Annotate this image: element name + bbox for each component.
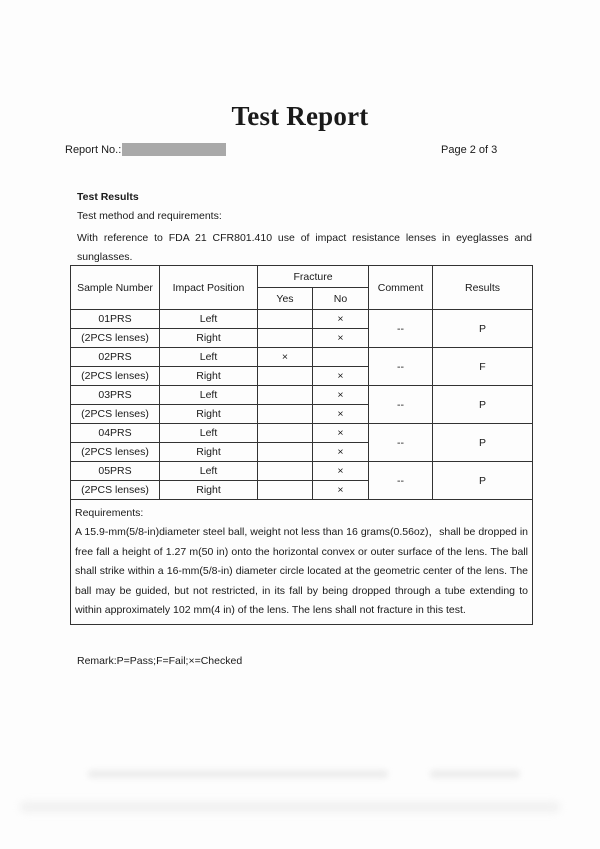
sample-id-cell: 02PRS xyxy=(71,348,160,367)
table-row xyxy=(71,386,533,405)
impact-position-cell: Left xyxy=(160,424,258,443)
report-number-label: Report No.: xyxy=(65,143,122,156)
fracture-yes-cell xyxy=(258,424,313,443)
fracture-yes-cell xyxy=(258,329,313,348)
header-fracture-no: No xyxy=(313,288,369,310)
blurred-footer-text xyxy=(20,802,560,812)
result-cell: P xyxy=(433,424,533,462)
table-row xyxy=(71,310,533,329)
remark-legend: Remark:P=Pass;F=Fail;×=Checked xyxy=(77,655,243,667)
comment-cell: -- xyxy=(369,424,433,462)
sample-id-cell: 01PRS xyxy=(71,310,160,329)
method-label: Test method and requirements: xyxy=(77,210,222,222)
impact-position-cell: Left xyxy=(160,348,258,367)
sample-desc-cell: (2PCS lenses) xyxy=(71,481,160,500)
sample-id-cell: 05PRS xyxy=(71,462,160,481)
impact-position-cell: Right xyxy=(160,329,258,348)
impact-position-cell: Right xyxy=(160,481,258,500)
fracture-no-cell: × xyxy=(313,386,369,405)
blurred-footer-text xyxy=(430,770,520,778)
impact-position-cell: Left xyxy=(160,386,258,405)
table-row xyxy=(71,462,533,481)
header-sample-number: Sample Number xyxy=(71,266,160,310)
header-impact-position: Impact Position xyxy=(160,266,258,310)
table-row xyxy=(71,424,533,443)
fracture-yes-cell xyxy=(258,481,313,500)
table-header-row xyxy=(71,266,533,288)
header-results: Results xyxy=(433,266,533,310)
result-cell: P xyxy=(433,462,533,500)
fracture-no-cell: × xyxy=(313,367,369,386)
fracture-yes-cell xyxy=(258,310,313,329)
fracture-no-cell: × xyxy=(313,329,369,348)
result-cell: F xyxy=(433,348,533,386)
requirements-cell xyxy=(71,500,533,625)
fracture-no-cell: × xyxy=(313,310,369,329)
reference-text-line2: sunglasses. xyxy=(77,251,133,263)
sample-desc-cell: (2PCS lenses) xyxy=(71,443,160,462)
requirements-row xyxy=(71,500,533,625)
fracture-yes-cell xyxy=(258,443,313,462)
reference-text-line1: With reference to FDA 21 CFR801.410 use of impact resistance lenses in eyeglasses and xyxy=(77,232,532,244)
page-number: Page 2 of 3 xyxy=(441,144,498,156)
results-table xyxy=(70,265,533,625)
requirements-label: Requirements: xyxy=(75,507,144,519)
result-cell: P xyxy=(433,386,533,424)
sample-desc-cell: (2PCS lenses) xyxy=(71,367,160,386)
impact-position-cell: Left xyxy=(160,310,258,329)
redacted-report-number xyxy=(122,143,226,156)
result-cell: P xyxy=(433,310,533,348)
header-fracture: Fracture xyxy=(258,266,369,288)
fracture-no-cell: × xyxy=(313,462,369,481)
header-comment: Comment xyxy=(369,266,433,310)
fracture-no-cell: × xyxy=(313,443,369,462)
table-row xyxy=(71,348,533,367)
blurred-footer-text xyxy=(88,770,388,778)
requirements-text: A 15.9-mm(5/8-in)diameter steel ball, weight not less than 16 grams(0.56oz)，shall be dropped in free fall a height of 1.27 m(50 in) onto the horizontal convex or outer surface of the lens. The ball shall strike within a 16-mm(5/8-in) diameter circle located at the geometric center of the lens. The ball may be guided, but not restricted, in its fall by being dropped through a tube extending to within approximately 102 mm(4 in) of the lens. The lens shall not fracture in this test. xyxy=(75,526,528,617)
comment-cell: -- xyxy=(369,310,433,348)
page-title: Test Report xyxy=(231,101,369,131)
section-heading: Test Results xyxy=(77,191,139,203)
fracture-yes-cell xyxy=(258,462,313,481)
impact-position-cell: Right xyxy=(160,405,258,424)
fracture-yes-cell xyxy=(258,367,313,386)
header-fracture-yes: Yes xyxy=(258,288,313,310)
fracture-no-cell: × xyxy=(313,405,369,424)
sample-id-cell: 03PRS xyxy=(71,386,160,405)
fracture-no-cell: × xyxy=(313,481,369,500)
sample-desc-cell: (2PCS lenses) xyxy=(71,405,160,424)
comment-cell: -- xyxy=(369,348,433,386)
fracture-no-cell: × xyxy=(313,424,369,443)
comment-cell: -- xyxy=(369,386,433,424)
impact-position-cell: Right xyxy=(160,443,258,462)
fracture-no-cell xyxy=(313,348,369,367)
sample-desc-cell: (2PCS lenses) xyxy=(71,329,160,348)
impact-position-cell: Right xyxy=(160,367,258,386)
impact-position-cell: Left xyxy=(160,462,258,481)
fracture-yes-cell xyxy=(258,386,313,405)
comment-cell: -- xyxy=(369,462,433,500)
sample-id-cell: 04PRS xyxy=(71,424,160,443)
fracture-yes-cell xyxy=(258,405,313,424)
fracture-yes-cell: × xyxy=(258,348,313,367)
report-number xyxy=(65,143,226,156)
